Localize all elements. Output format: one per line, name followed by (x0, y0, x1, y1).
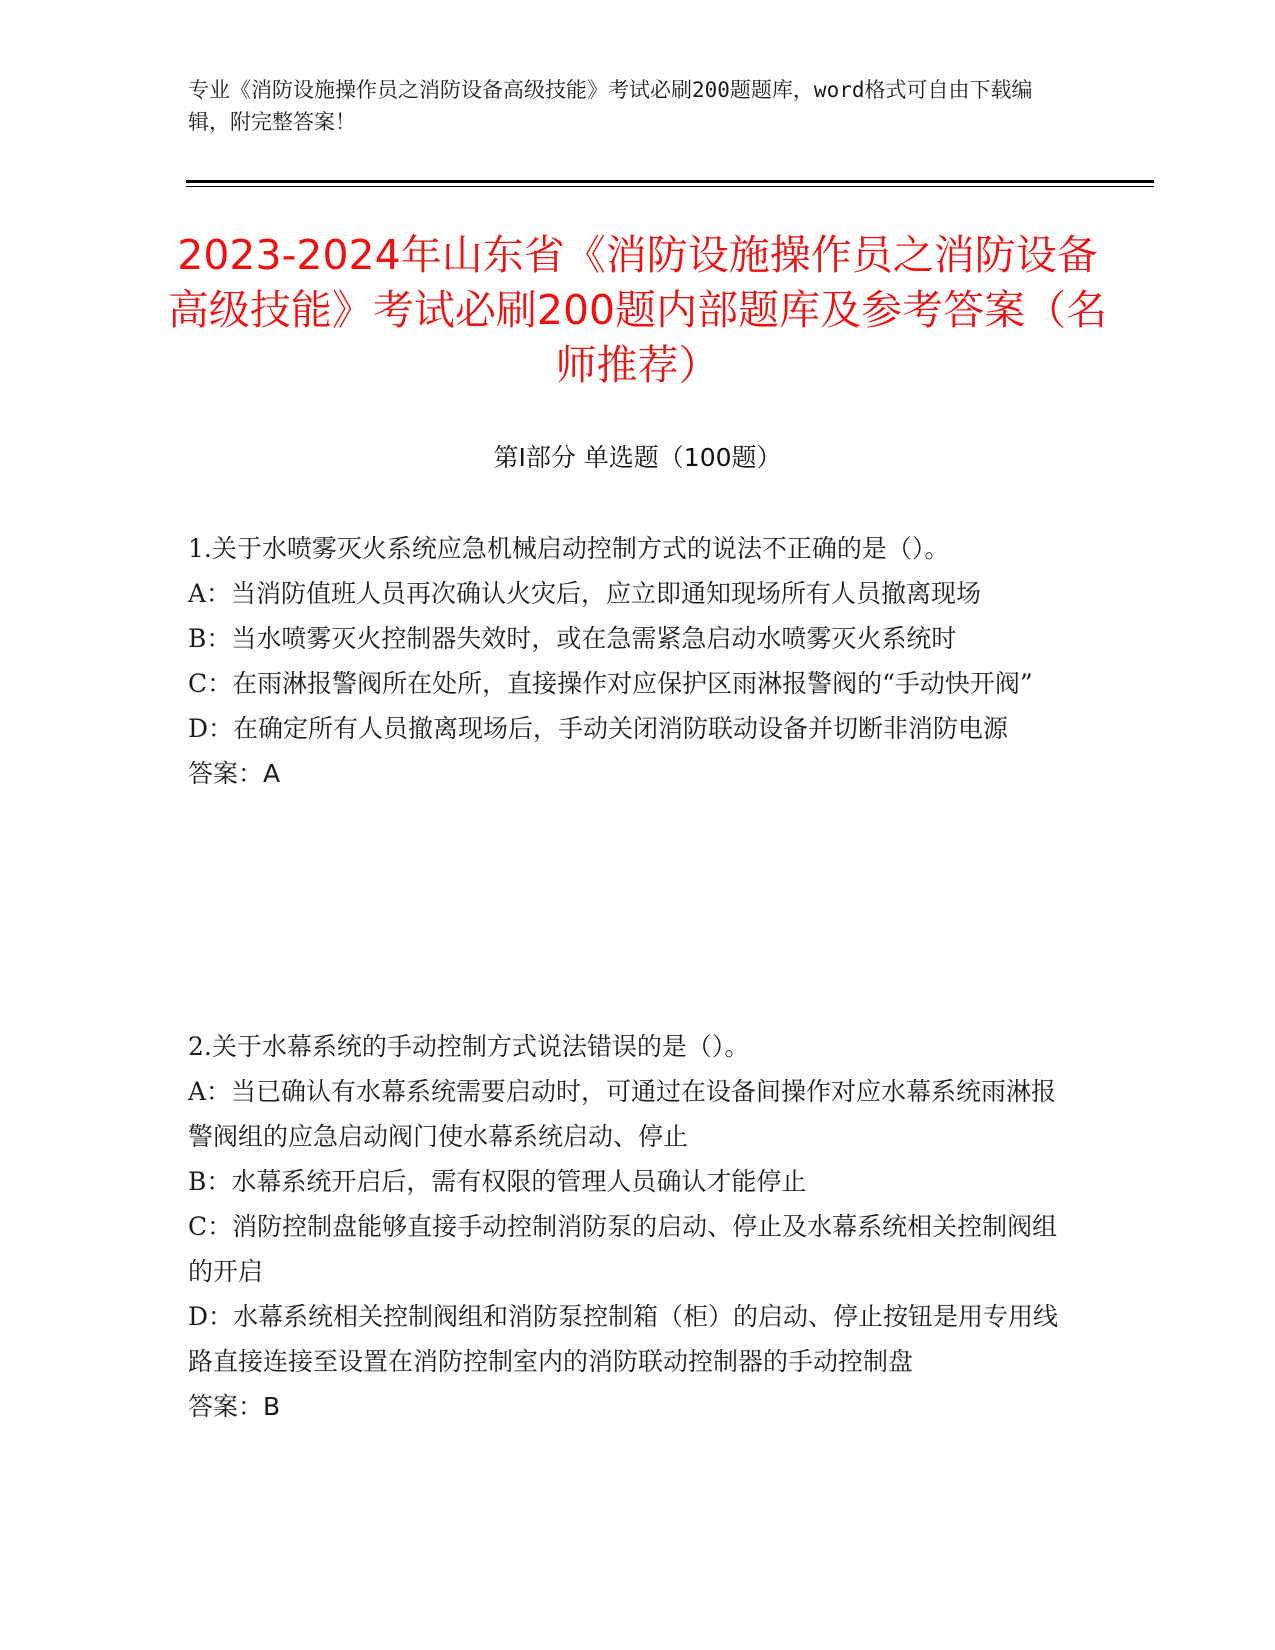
option-c: C：在雨淋报警阀所在处所，直接操作对应保护区雨淋报警阀的“手动快开阀” (188, 669, 1033, 698)
header-note: 专业《消防设施操作员之消防设备高级技能》考试必刷200题题库，word格式可自由下载编辑，附完整答案！ (188, 78, 1033, 134)
section-heading: 第I部分 单选题（100题） (493, 443, 782, 472)
option-c: C：消防控制盘能够直接手动控制消防泵的启动、停止及水幕系统相关控制阀组的开启 (188, 1212, 1058, 1286)
option-b: B：当水喷雾灭火控制器失效时，或在急需紧急启动水喷雾灭火系统时 (188, 624, 957, 653)
question-item (188, 526, 1078, 796)
option-b: B：水幕系统开启后，需有权限的管理人员确认才能停止 (188, 1167, 807, 1196)
answer-line: 答案：A (188, 759, 281, 788)
answer-line: 答案：B (188, 1392, 281, 1421)
option-a: A：当已确认有水幕系统需要启动时，可通过在设备间操作对应水幕系统雨淋报警阀组的应急启动阀门使水幕系统启动、停止 (188, 1077, 1057, 1151)
question-item (188, 1024, 1078, 1429)
question-stem: 1.关于水喷雾灭火系统应急机械启动控制方式的说法不正确的是（）。 (188, 534, 950, 563)
option-d: D：在确定所有人员撤离现场后，手动关闭消防联动设备并切断非消防电源 (188, 714, 1009, 743)
question-stem: 2.关于水幕系统的手动控制方式说法错误的是（）。 (188, 1032, 750, 1061)
header-divider-thin (186, 186, 1154, 187)
header-divider-thick (186, 180, 1154, 183)
option-d: D：水幕系统相关控制阀组和消防泵控制箱（柜）的启动、停止按钮是用专用线路直接连接至设置在消防控制室内的消防联动控制器的手动控制盘 (188, 1302, 1059, 1376)
document-title: 2023-2024年山东省《消防设施操作员之消防设备高级技能》考试必刷200题内部题库及参考答案（名师推荐） (167, 231, 1108, 389)
option-a: A：当消防值班人员再次确认火灾后，应立即通知现场所有人员撤离现场 (188, 579, 982, 608)
